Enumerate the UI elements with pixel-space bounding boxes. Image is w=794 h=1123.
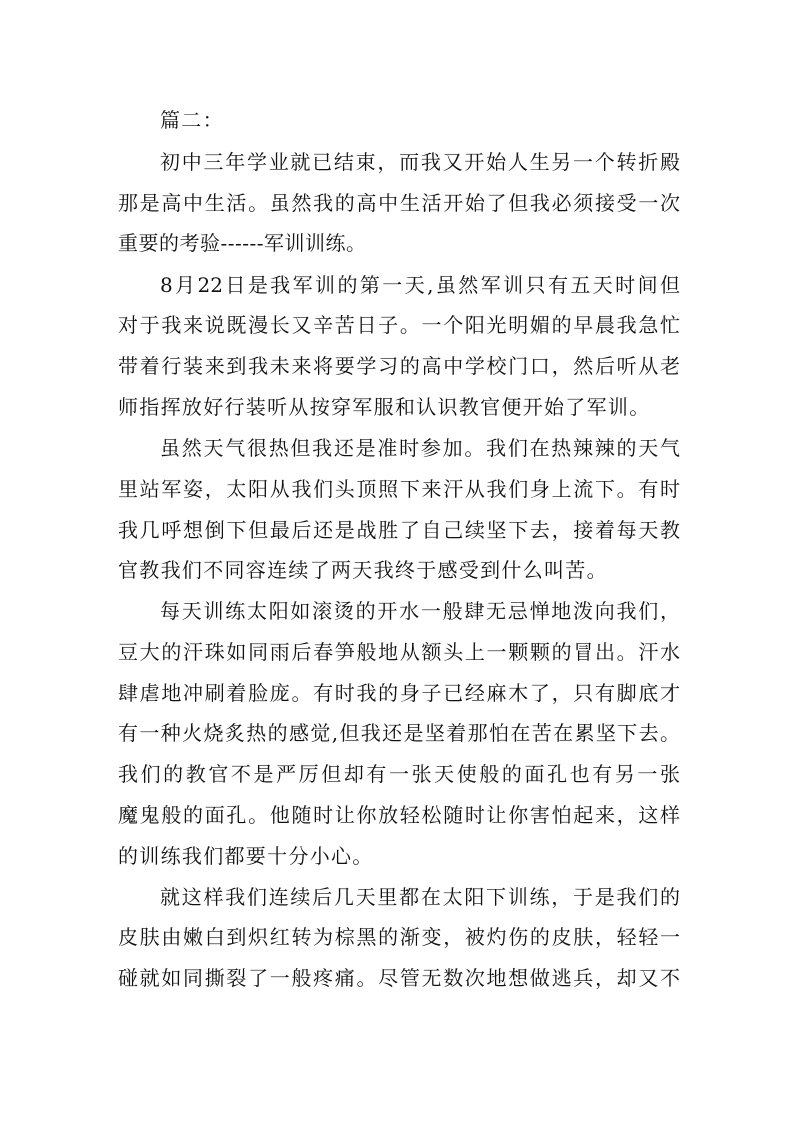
section-heading: 篇二： xyxy=(160,108,224,132)
text-line: 的训练我们都要十分小心。 xyxy=(118,844,374,868)
text-line: 每天训练太阳如滚烫的开水一般肆无忌惮地泼向我们， xyxy=(160,599,680,623)
text-line: 我们的教官不是严厉但却有一张天使般的面孔也有另一张 xyxy=(118,762,680,786)
text-line: 带着行装来到我未来将要学习的高中学校门口，然后听从老 xyxy=(118,354,680,378)
text-line: 官教我们不同容连续了两天我终于感受到什么叫苦。 xyxy=(118,558,608,582)
text-line: 初中三年学业就已结束，而我又开始人生另一个转折殿 xyxy=(160,150,680,174)
text-line: 碰就如同撕裂了一般疼痛。尽管无数次地想做逃兵，却又不 xyxy=(118,966,680,990)
text-line: 有一种火烧炙热的感觉,但我还是坚着那怕在苦在累坚下去。 xyxy=(118,721,680,745)
text-line: 那是高中生活。虽然我的高中生活开始了但我必须接受一次 xyxy=(118,191,680,215)
text-line: 豆大的汗珠如同雨后春笋般地从额头上一颗颗的冒出。汗水 xyxy=(118,640,680,664)
text-line: 对于我来说既漫长又辛苦日子。一个阳光明媚的早晨我急忙 xyxy=(118,313,680,337)
text-line: 魔鬼般的面孔。他随时让你放轻松随时让你害怕起来，这样 xyxy=(118,803,680,827)
text-line: 我几呼想倒下但最后还是战胜了自己续坚下去，接着每天教 xyxy=(118,518,680,542)
text-line: 重要的考验------军训训练。 xyxy=(118,231,367,255)
text-line: 肆虐地冲刷着脸庞。有时我的身子已经麻木了，只有脚底才 xyxy=(118,681,680,705)
text-line: 里站军姿，太阳从我们头顶照下来汗从我们身上流下。有时 xyxy=(118,477,680,501)
text-line: 虽然天气很热但我还是准时参加。我们在热辣辣的天气 xyxy=(160,436,680,460)
text-line: 师指挥放好行装听从按穿军服和认识教官便开始了军训。 xyxy=(118,395,651,419)
text-line: 8月22日是我军训的第一天,虽然军训只有五天时间但 xyxy=(160,273,680,297)
text-line: 就这样我们连续后几天里都在太阳下训练，于是我们的 xyxy=(160,885,680,909)
text-line: 皮肤由嫩白到炽红转为棕黑的渐变，被灼伤的皮肤，轻轻一 xyxy=(118,925,680,949)
